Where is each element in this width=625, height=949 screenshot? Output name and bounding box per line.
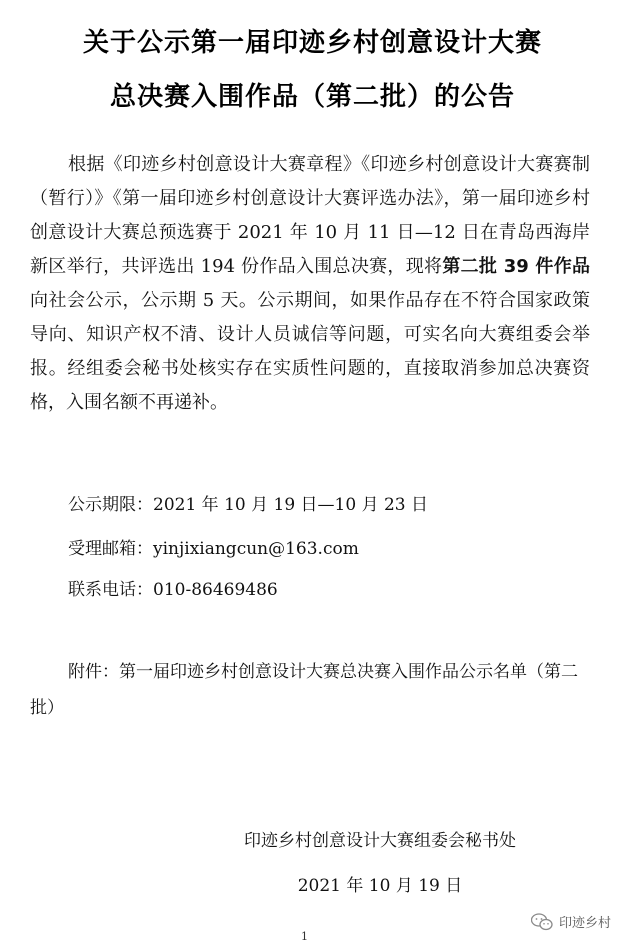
publicity-period: 公示期限：2021 年 10 月 19 日—10 月 23 日 <box>68 495 429 515</box>
body-text-part-1: 根据《印迹乡村创意设计大赛章程》《印迹乡村创意设计大赛赛制（暂行）》《第一届印迹乡村创意设计大赛评选办法》，第一届印迹乡村创意设计大赛总预选赛于 2021 年 10 月 11 日—12 日在青岛西海岸新区举行，共评选出 194 份作品入围总决赛，现将 <box>30 154 590 277</box>
wechat-icon <box>531 913 553 931</box>
watermark-text: 印迹乡村 <box>558 916 611 931</box>
signature-date: 2021 年 10 月 19 日 <box>297 876 463 896</box>
document-title-line-1: 关于公示第一届印迹乡村创意设计大赛 <box>82 28 542 58</box>
body-text-highlight: 第二批 39 件作品 <box>442 256 590 277</box>
body-text-part-2: 向社会公示，公示期 5 天。公示期间，如果作品存在不符合国家政策导向、知识产权不清、设计人员诚信等问题，可实名向大赛组委会举报。经组委会秘书处核实存在实质性问题的，直接取消参加总决赛资格，入围名额不再递补。 <box>30 290 590 413</box>
signature-organization: 印迹乡村创意设计大赛组委会秘书处 <box>244 831 516 851</box>
page-number: 1 <box>301 930 308 943</box>
contact-email: 受理邮箱：yinjixiangcun@163.com <box>68 539 359 559</box>
announcement-body <box>30 148 590 420</box>
attachment-note: 附件：第一届印迹乡村创意设计大赛总决赛入围作品公示名单（第二批） <box>30 662 578 718</box>
account-watermark <box>531 912 611 931</box>
contact-phone: 联系电话：010-86469486 <box>68 580 278 600</box>
document-title-line-2: 总决赛入围作品（第二批）的公告 <box>109 82 515 112</box>
